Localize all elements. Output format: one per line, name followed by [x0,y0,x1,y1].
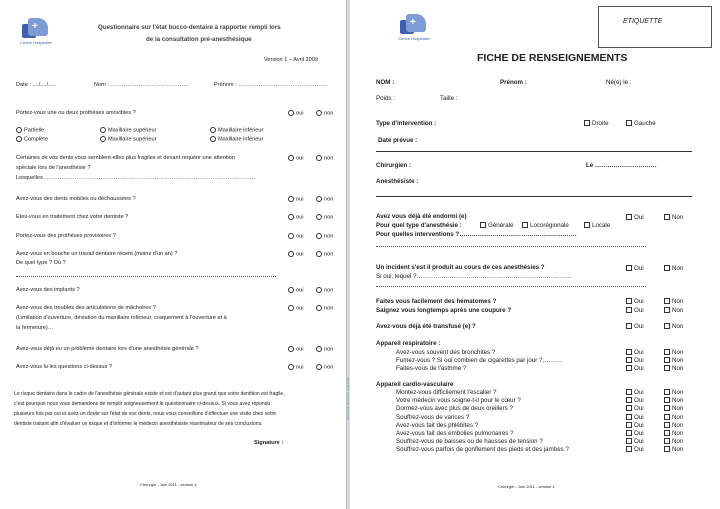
logo-caption: Centre Hospitalier [398,36,431,41]
locale-checkbox[interactable]: Locale [584,222,610,230]
radio-icon [288,110,294,116]
checkbox-icon [664,265,670,271]
answer-oui[interactable]: oui [288,287,303,294]
left-page-questionnaire [0,0,347,509]
radio-icon [288,214,294,220]
checkbox-icon [664,357,670,363]
checkbox-icon [626,365,632,371]
radio-icon [16,127,22,133]
answer-non[interactable]: non [316,196,333,203]
page-footer: Chirurgie - Juin 2011 - version 4 [140,482,197,487]
page-title: Questionnaire sur l'état bucco-dentaire à rapporter rempli lors [98,24,281,31]
generale-checkbox[interactable]: Générale [480,222,513,230]
checkbox-icon [626,357,632,363]
answer-oui[interactable]: Oui [626,446,644,454]
question-escalier: Montez-vous difficilement l'escalier ? [396,389,497,396]
checkbox-icon [626,414,632,420]
answer-non[interactable]: non [316,214,333,221]
question-saignez: Saignez vous longtemps après une coupure ? [376,307,512,314]
question-interventions[interactable]: Pour quelles interventions ?………………………………………………… [376,231,577,238]
logo-caption: Centre Hospitalier [20,40,53,45]
checkbox-icon [626,389,632,395]
answer-non[interactable]: Non [664,414,683,422]
radio-icon [16,136,22,142]
printer-stamp: Imprimerie du Centre Hospitalier [346,376,350,420]
answer-non[interactable]: Non [664,446,683,454]
checkbox-icon [626,422,632,428]
answer-oui[interactable]: oui [288,233,303,240]
answer-oui[interactable]: Oui [626,397,644,405]
option-partielle[interactable]: Partielle [16,127,44,134]
option-max-sup[interactable]: Maxillaire supérieur [100,136,157,143]
radio-icon [210,136,216,142]
question-varices: Souffrez-vous de varices ? [396,414,470,421]
prenom-field[interactable]: Prénom : ………………………………………… [214,82,328,88]
radio-icon [288,305,294,311]
radio-icon [288,346,294,352]
answer-oui[interactable]: oui [288,196,303,203]
checkbox-icon [626,446,632,452]
lesquelles-field[interactable]: Lesquelles…………………………………………………………………………………………………… [16,175,256,181]
answer-oui[interactable]: Oui [626,422,644,430]
answer-non[interactable]: Non [664,307,683,315]
checkbox-icon [664,349,670,355]
date-le-label[interactable]: Le ………………………… [586,162,657,169]
question-endormi: Avez vous déjà été endormi (e) [376,213,467,220]
date-field[interactable]: Date : ..../..../..... [16,82,56,88]
radio-icon [316,110,322,116]
answer-line[interactable] [376,246,646,247]
taille-label[interactable]: Taille : [440,95,458,102]
version-label: Version 1 – Avril 2009 [264,57,319,63]
checkbox-icon [664,414,670,420]
answer-non[interactable]: Non [664,349,683,357]
option-max-sup[interactable]: Maxillaire supérieur [100,127,157,134]
answer-non[interactable]: Non [664,422,683,430]
etiquette-label: ETIQUETTE [623,18,663,25]
signature-label[interactable]: Signature : [254,440,284,446]
question-text: spéciale lors de l'anesthésie ? [16,165,91,171]
answer-oui[interactable]: oui [288,110,303,117]
question-transfuse: Avez-vous déjà été transfusé (e) ? [376,323,476,330]
answer-oui[interactable]: Oui [626,357,644,365]
question-lu: Avez-vous lu les questions ci-dessus ? [16,364,112,370]
checkbox-icon [664,405,670,411]
radio-icon [316,346,322,352]
answer-oui[interactable]: Oui [626,389,644,397]
chirurgien-label[interactable]: Chirurgien : [376,162,412,169]
answer-non[interactable]: Non [664,298,683,306]
checkbox-icon [626,323,632,329]
page-title: FICHE DE RENSEIGNEMENTS [477,52,628,64]
locoregionale-checkbox[interactable]: Locorégionale [522,222,569,230]
answer-oui[interactable]: Oui [626,430,644,438]
radio-icon [316,196,322,202]
hospital-logo: + Centre Hospitalier [400,14,436,42]
checkbox-icon [664,365,670,371]
answer-oui[interactable]: Oui [626,214,644,222]
question-machoires: Avez-vous des troubles des articulations de mâchoires ? [16,305,156,311]
question-protheses-provisoires: Portez-vous des prothèses provisoires ? [16,233,116,239]
question-fumez[interactable]: Fumez-vous ? Si oui combien de cigarettes par jour ?………. [396,357,563,364]
checkbox-icon [664,422,670,428]
radio-icon [316,287,322,293]
answer-oui[interactable]: Oui [626,365,644,373]
answer-oui[interactable]: Oui [626,323,644,331]
checkbox-icon [664,446,670,452]
answer-non[interactable]: Non [664,397,683,405]
question-text: (Limitation d'ouverture, déviation du maxillaire inférieur, craquement à l'ouverture et à [16,315,227,321]
radio-icon [288,196,294,202]
answer-non[interactable]: non [316,305,333,312]
question-phlebites: Avez-vous fait des phlébites ? [396,422,479,429]
question-implants: Avez-vous des implants ? [16,287,80,293]
checkbox-icon [664,298,670,304]
answer-non[interactable]: non [316,155,333,162]
checkbox-icon [626,265,632,271]
question-type-anesthesie: Pour quel type d'anesthésie : [376,222,462,229]
radio-icon [316,364,322,370]
question-hematomes: Faites vous facilement des hématomes ? [376,298,497,305]
answer-oui[interactable]: Oui [626,405,644,413]
question-dents-mobiles: Avez-vous des dents mobiles ou déchaussées ? [16,196,136,202]
answer-oui[interactable]: Oui [626,307,644,315]
question-tension: Souffrez-vous de baisses ou de hausses de tension ? [396,438,543,445]
answer-oui[interactable]: oui [288,305,303,312]
answer-oui[interactable]: oui [288,251,303,258]
checkbox-icon [626,405,632,411]
checkbox-icon [626,397,632,403]
radio-icon [288,233,294,239]
checkbox-icon [664,397,670,403]
checkbox-icon [626,120,632,126]
nom-label[interactable]: NOM : [376,79,395,86]
answer-oui[interactable]: oui [288,364,303,371]
page-footer: Chirurgie - Juin 2011 - version 4 [498,484,555,489]
question-probleme-anesthesie: Avez-vous déjà eu un problème dentaire lors d'une anesthésie générale ? [16,346,199,352]
answer-non[interactable]: Non [664,214,683,222]
checkbox-icon [626,214,632,220]
page-subtitle: de la consultation pré-anesthésique [146,36,252,43]
checkbox-icon [664,307,670,313]
checkbox-icon [664,214,670,220]
answer-oui[interactable]: oui [288,155,303,162]
answer-non[interactable]: Non [664,438,683,446]
answer-non[interactable]: Non [664,405,683,413]
answer-non[interactable]: Non [664,357,683,365]
checkbox-icon [626,430,632,436]
checkbox-icon [664,323,670,329]
date-naissance-label[interactable]: Né(e) le : [606,79,632,86]
answer-non[interactable]: Non [664,365,683,373]
answer-non[interactable]: Non [664,389,683,397]
checkbox-icon [626,349,632,355]
question-lequel[interactable]: Si oui, lequel ?………………………………………………………………… [376,273,572,280]
checkbox-icon [522,222,528,228]
answer-non[interactable]: non [316,346,333,353]
checkbox-icon [664,438,670,444]
question-incident: Un incident s'est il produit au cours de ces anesthésies ? [376,264,545,271]
radio-icon [316,155,322,161]
radio-icon [316,305,322,311]
radio-icon [316,214,322,220]
hospital-logo: + Centre Hospitalier [22,18,58,46]
radio-icon [288,155,294,161]
droite-checkbox[interactable]: Droite [584,120,609,128]
question-oreillers: Dormez-vous avec plus de deux oreillers ? [396,405,513,412]
question-travail-recent: Avez-vous en bouche un travail dentaire récent (moins d'un an) ? [16,251,178,257]
radio-icon [100,136,106,142]
radio-icon [210,127,216,133]
section-respiratoire: Appareil respiratoire : [376,340,441,347]
answer-non[interactable]: non [316,364,333,371]
answer-non[interactable]: Non [664,430,683,438]
radio-icon [100,127,106,133]
etiquette-box [598,6,712,48]
answer-non[interactable]: non [316,233,333,240]
radio-icon [316,233,322,239]
option-max-inf[interactable]: Maxillaire inférieur [210,136,263,143]
checkbox-icon [664,430,670,436]
answer-non[interactable]: non [316,287,333,294]
right-page-fiche [350,0,720,509]
answer-non[interactable]: non [316,110,333,117]
option-max-inf[interactable]: Maxillaire inférieur [210,127,263,134]
answer-oui[interactable]: Oui [626,414,644,422]
option-complete[interactable]: Complète [16,136,48,143]
question-gonflement: Souffrez-vous parfois de gonflement des pieds et des jambes ? [396,446,569,453]
question-coeur: Votre médecin vous soigne-t-il pour le cœur ? [396,397,521,404]
answer-non[interactable]: non [316,251,333,258]
checkbox-icon [626,298,632,304]
radio-icon [288,287,294,293]
question-bronchites: Avez-vous souvent des bronchites ? [396,349,496,356]
date-prevue-label[interactable]: Date prévue : [378,137,418,144]
prenom-label[interactable]: Prénom : [500,79,527,86]
question-protheses-amovibles: Portez-vous une ou deux prothèses amovibles ? [16,110,136,116]
question-asthme: Faites-vous de l'asthme ? [396,365,467,372]
answer-oui[interactable]: Oui [626,349,644,357]
type-intervention-label[interactable]: Type d'intervention : [376,120,437,127]
answer-oui[interactable]: Oui [626,298,644,306]
divider [376,196,692,197]
divider [376,151,692,152]
gauche-checkbox[interactable]: Gauche [626,120,656,128]
answer-oui[interactable]: oui [288,346,303,353]
checkbox-icon [584,120,590,126]
radio-icon [288,251,294,257]
anesthesiste-label[interactable]: Anesthésiste : [376,178,419,185]
answer-line[interactable] [16,276,276,277]
radio-icon [288,364,294,370]
answer-line[interactable] [376,286,646,287]
question-dents-fragiles: Certaines de vos dents vous semblent-elles plus fragiles et devant requérir une attention [16,155,235,161]
checkbox-icon [664,389,670,395]
question-text: la fermeture)… [16,325,54,331]
checkbox-icon [626,438,632,444]
poids-label[interactable]: Poids : [376,95,395,102]
question-embolies: Avez-vous fait des embolies pulmonaires ? [396,430,514,437]
nom-field[interactable]: Nom : …………………………………… [94,82,189,88]
answer-non[interactable]: Non [664,265,683,273]
section-cardio: Appareil cardio-vasculaire [376,381,454,388]
answer-oui[interactable]: oui [288,214,303,221]
checkbox-icon [584,222,590,228]
question-text: De quel type ? Où ? [16,260,66,266]
question-traitement-dentiste: Etes-vous en traitement chez votre dentiste ? [16,214,129,220]
answer-oui[interactable]: Oui [626,265,644,273]
radio-icon [316,251,322,257]
answer-oui[interactable]: Oui [626,438,644,446]
info-paragraph: Le risque dentaire dans le cadre de l'anesthésie générale existe et est d'autant plus grand que votre dentition est fragile, c'est pourquoi nous vous demandons de remplir soigneusement le questionnaire ci-dessus. Si vous avez répondu plusieurs fois par oui et avez un doute sur l'état de vos dents, nous vous conseillons d'effectuer une visite chez votre dentiste traitant afin d'évaluer ce risque et d'informer le médecin anesthésiste réanimateur de ses conclusions. [14,391,285,427]
checkbox-icon [480,222,486,228]
checkbox-icon [626,307,632,313]
answer-non[interactable]: Non [664,323,683,331]
